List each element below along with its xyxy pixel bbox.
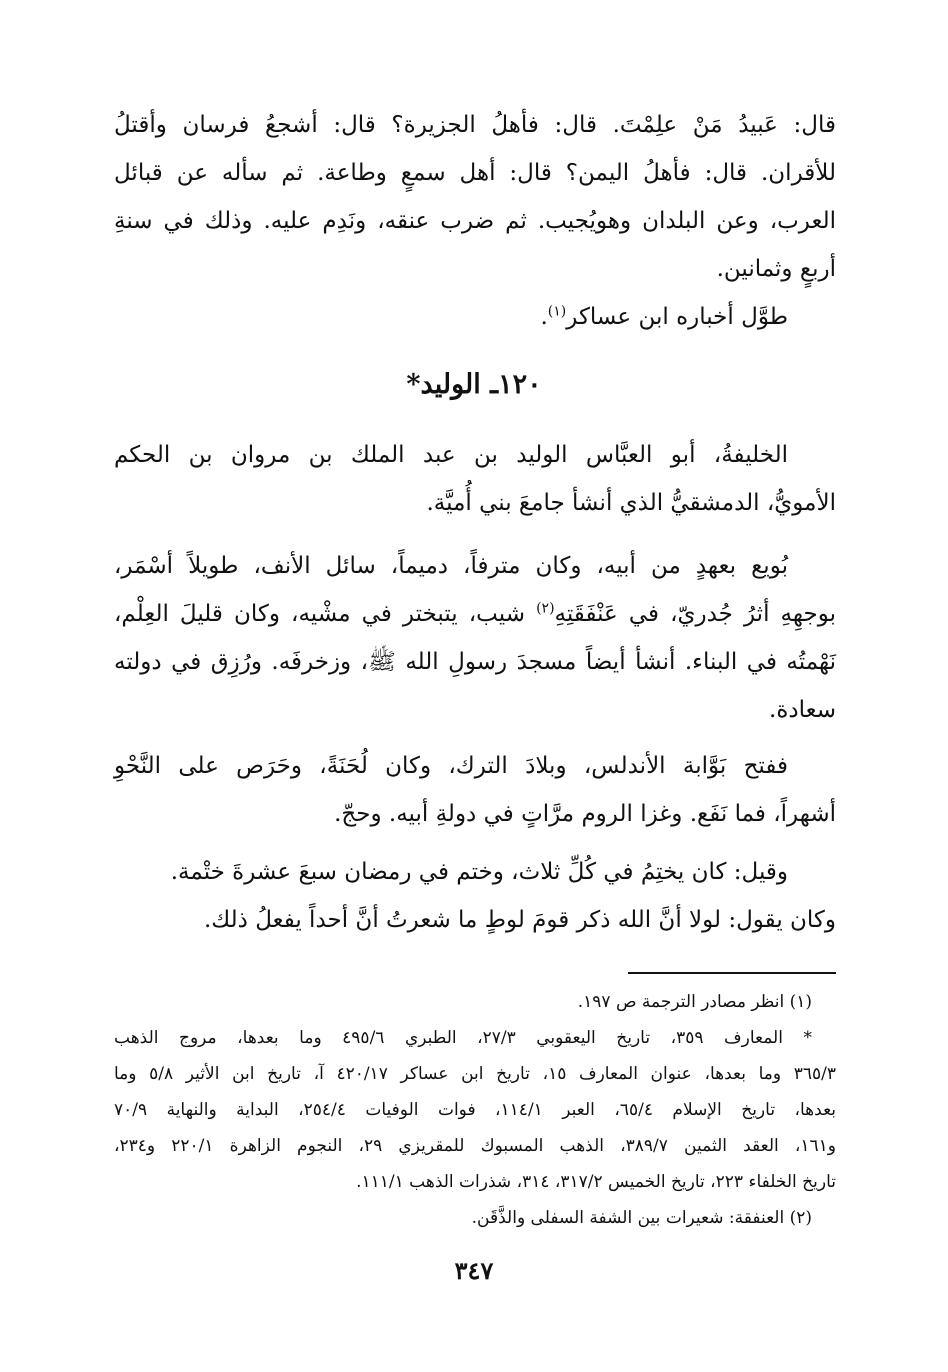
text-line: الخليفةُ، أبو العبَّاس الوليد بن عبد الملك بن مروان بن الحكم bbox=[114, 442, 788, 468]
footnote-2: (٢) العنفقة: شعيرات بين الشفة السفلى والذَّقَن. bbox=[471, 1208, 812, 1228]
text-line: الأمويُّ، الدمشقيُّ الذي أنشأ جامعَ بني أُميَّة. bbox=[426, 490, 836, 516]
footnotes bbox=[114, 984, 836, 1236]
footnote-separator bbox=[628, 972, 836, 974]
paragraph-intro bbox=[114, 431, 836, 527]
paragraph-conquests bbox=[114, 742, 836, 838]
footnote-1: (١) انظر مصادر الترجمة ص ١٩٧. bbox=[577, 992, 812, 1012]
footnote-ref-2: (٢) bbox=[536, 600, 555, 617]
text-line: العرب، وعن البلدان وهويُجيب. ثم ضرب عنقه، ونَدِم عليه. وذلك في سنةِ bbox=[114, 208, 836, 234]
text-line: نَهْمتُه في البناء. أنشأ أيضاً مسجدَ رسولِ الله ﷺ، وزخرفَه. ورُزِق في دولته bbox=[114, 649, 836, 675]
paragraph-description bbox=[114, 542, 836, 734]
sources-line: و١٦١، العقد الثمين ٣٨٩/٧، الذهب المسبوك للمقريزي ٢٩، النجوم الزاهرة ٢٢٠/١ و٢٣٤، bbox=[114, 1136, 836, 1156]
sources-line: * المعارف ٣٥٩، تاريخ اليعقوبي ٢٧/٣، الطبري ٤٩٥/٦ وما بعدها، مروج الذهب bbox=[114, 1028, 812, 1048]
text-line: وكان يقول: لولا أنَّ الله ذكر قومَ لوطٍ ما شعرتُ أنَّ أحداً يفعلُ ذلك. bbox=[203, 907, 836, 933]
text-line-with-footnote bbox=[114, 293, 836, 341]
sentence-end: . bbox=[540, 304, 548, 330]
continuation-paragraph bbox=[114, 101, 836, 341]
sources-line: بعدها، تاريخ الإسلام ٦٥/٤، العبر ١١٤/١، فوات الوفيات ٢٥٤/٤، البداية والنهاية ٧٠/٩ bbox=[114, 1100, 836, 1120]
text-line: قال: عَبيدُ مَنْ علِمْتَ. قال: فأهلُ الجزيرة؟ قال: أشجعُ فرسان وأقتلُ bbox=[114, 112, 836, 138]
sources-line: ٣٦٥/٣ وما بعدها، عنوان المعارف ١٥، تاريخ ابن عساكر ٤٢٠/١٧ آ، تاريخ ابن الأثير ٥/٨ وما bbox=[114, 1064, 836, 1084]
text-line: وقيل: كان يختِمُ في كُلِّ ثلاث، وختم في رمضان سبعَ عشرةَ ختْمة. bbox=[170, 859, 788, 885]
text-line-with-footnote bbox=[114, 590, 836, 638]
text-line: للأقران. قال: فأهلُ اليمن؟ قال: أهل سمعٍ وطاعة. ثم سأله عن قبائل bbox=[114, 160, 836, 186]
text-line: ففتح بَوَّابة الأندلس، وبلادَ الترك، وكان لُحَنَةً، وحَرَص على النَّحْوِ bbox=[114, 753, 788, 779]
footnote-ref-1: (١) bbox=[547, 303, 567, 320]
text-part: بوجهِهِ أثرُ جُدريّ، في عَنْفَقَتِهِ bbox=[554, 601, 836, 627]
text-line: أشهراً، فما نَفَع. وغزا الروم مرَّاتٍ في دولةِ أبيه. وحجّ. bbox=[334, 801, 836, 827]
text-line: بُويع بعهدٍ من أبيه، وكان مترفاً، دميماً، سائل الأنف، طويلاً أسْمَر، bbox=[114, 553, 788, 579]
sources-line: تاريخ الخلفاء ٢٢٣، تاريخ الخميس ٣١٧/٢، ٣١٤، شذرات الذهب ١١١/١. bbox=[356, 1172, 836, 1192]
page-number: ٣٤٧ bbox=[454, 1256, 494, 1285]
text-line: أربعٍ وثمانين. bbox=[716, 256, 836, 282]
section-heading: ١٢٠ـ الوليد* bbox=[406, 369, 542, 400]
text-line: سعادة. bbox=[769, 697, 836, 723]
paragraph-sayings bbox=[114, 848, 836, 944]
text-part: شيب، يتبختر في مشْيه، وكان قليلَ العِلْم، bbox=[114, 601, 537, 627]
sentence-text: طوَّل أخباره ابن عساكر bbox=[566, 304, 788, 330]
